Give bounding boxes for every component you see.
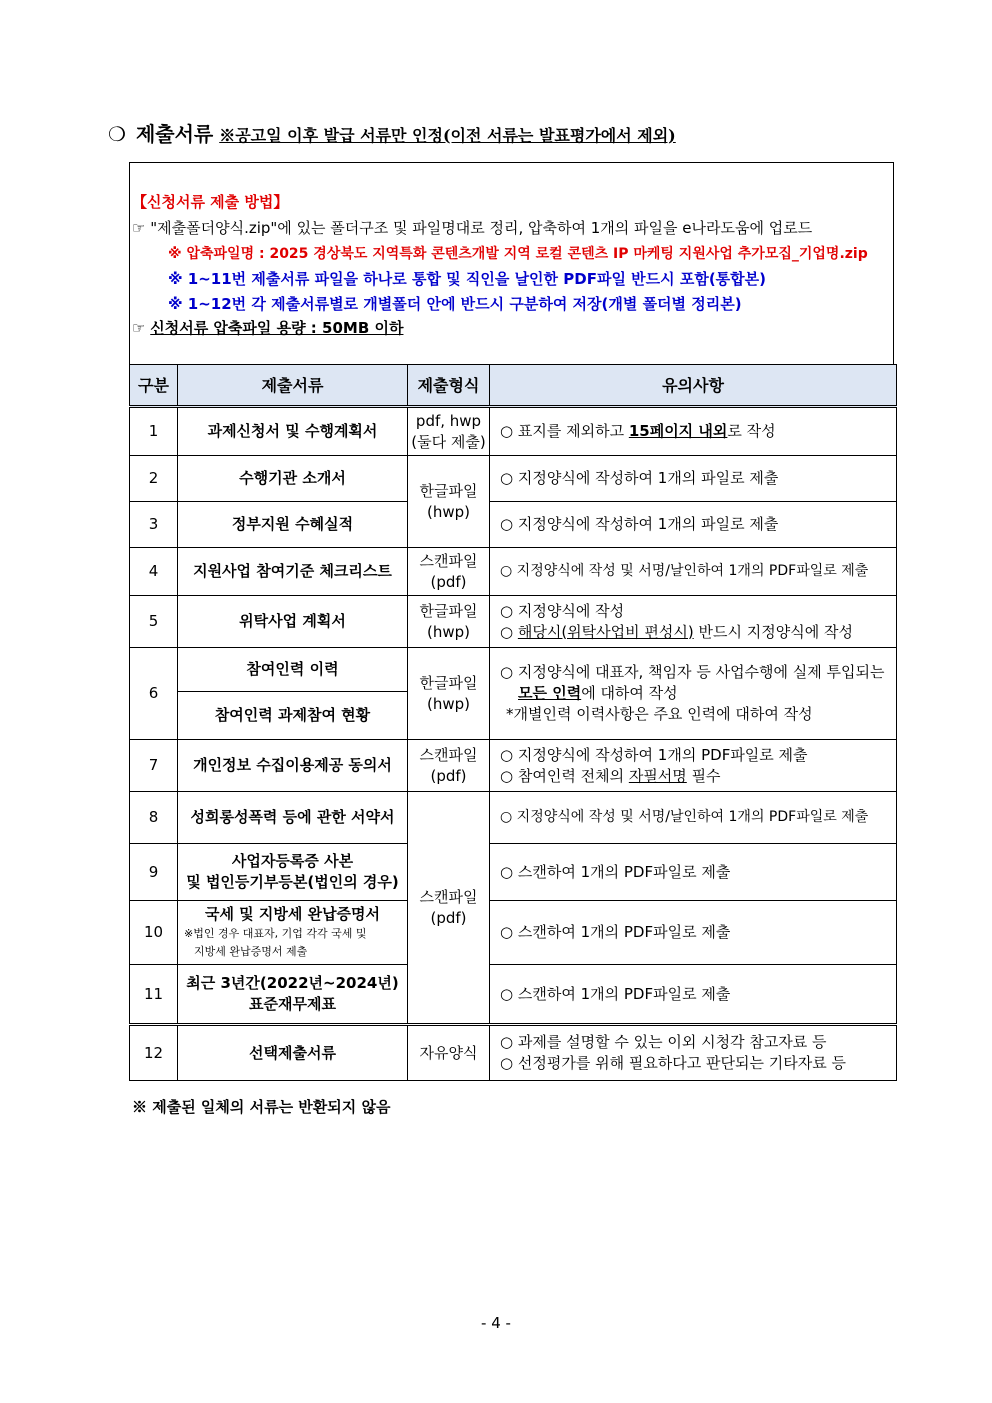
format-line: 한글파일 <box>419 601 478 620</box>
note-text: 로 작성 <box>727 422 776 440</box>
note-line: ○ 과제를 설명할 수 있는 이외 시청각 참고자료 등 <box>500 1033 827 1051</box>
doc-small-line: 지방세 완납증명서 제출 <box>194 945 308 958</box>
row-doc <box>178 844 408 901</box>
format-line: (hwp) <box>426 622 470 641</box>
row-no: 4 <box>130 548 178 596</box>
method-line-1 <box>132 217 812 238</box>
method-line-1-text: "제출폴더양식.zip"에 있는 폴더구조 및 파일명대로 정리, 압축하여 1개의 파일을 e나라도움에 업로드 <box>150 219 813 237</box>
table-row <box>130 407 897 456</box>
page-number: - 4 - <box>481 1314 511 1332</box>
row-doc: 참여인력 이력 <box>178 648 408 692</box>
table-row <box>130 1025 897 1081</box>
row-doc: 수행기관 소개서 <box>178 456 408 502</box>
row-format: 자유양식 <box>408 1025 490 1081</box>
row-no: 7 <box>130 740 178 792</box>
row-note <box>490 1025 897 1081</box>
row-no: 5 <box>130 596 178 648</box>
row-format <box>408 407 490 456</box>
row-note: ○ 스캔하여 1개의 PDF파일로 제출 <box>490 844 897 901</box>
table-row <box>130 844 897 901</box>
note-emphasis: 해당시(위탁사업비 편성시) <box>517 622 694 641</box>
pointer-icon: ☞ <box>132 219 146 237</box>
format-line: (hwp) <box>426 502 470 521</box>
table-row <box>130 648 897 692</box>
row-doc: 참여인력 과제참여 현황 <box>178 692 408 740</box>
row-note: ○ 지정양식에 작성 및 서명/날인하여 1개의 PDF파일로 제출 <box>490 548 897 596</box>
doc-line: 및 법인등기부등본(법인의 경우) <box>186 873 399 891</box>
note-emphasis: 자필서명 <box>628 766 687 785</box>
method-title: 【신청서류 제출 방법】 <box>132 193 289 211</box>
circle-bullet-icon: ❍ <box>108 122 126 146</box>
method-line-5-text: 신청서류 압축파일 용량 : 50MB 이하 <box>150 319 404 337</box>
table-row <box>130 502 897 548</box>
doc-line: 국세 및 지방세 완납증명서 <box>204 905 381 923</box>
row-format <box>408 740 490 792</box>
doc-line: 최근 3년간(2022년~2024년) <box>186 974 399 992</box>
row-format <box>408 456 490 548</box>
row-note <box>490 596 897 648</box>
table-row <box>130 596 897 648</box>
row-no: 1 <box>130 407 178 456</box>
row-no: 9 <box>130 844 178 901</box>
format-line: (pdf) <box>430 572 467 591</box>
table-row <box>130 792 897 844</box>
method-line-4: ※ 1~12번 각 제출서류별로 개별폴더 안에 반드시 구분하여 저장(개별 폴더별 정리본) <box>168 295 742 313</box>
format-line: (pdf) <box>430 766 467 785</box>
row-format <box>408 648 490 740</box>
row-doc: 과제신청서 및 수행계획서 <box>178 407 408 456</box>
row-note <box>490 407 897 456</box>
row-no: 8 <box>130 792 178 844</box>
row-note: ○ 스캔하여 1개의 PDF파일로 제출 <box>490 965 897 1025</box>
row-no: 11 <box>130 965 178 1025</box>
doc-line: 표준재무제표 <box>249 995 336 1013</box>
format-line: 스캔파일 <box>419 551 478 570</box>
doc-small-line: ※법인 경우 대표자, 기업 각각 국세 및 <box>184 927 367 940</box>
table-row <box>130 548 897 596</box>
note-line: *개별인력 이력사항은 주요 인력에 대하여 작성 <box>506 705 813 723</box>
row-no: 6 <box>130 648 178 740</box>
note-emphasis: 15페이지 내외 <box>628 422 728 440</box>
section-note: ※공고일 이후 발급 서류만 인정(이전 서류는 발표평가에서 제외) <box>219 126 676 145</box>
method-line-5 <box>132 317 403 338</box>
doc-line: 사업자등록증 사본 <box>231 852 354 870</box>
row-doc: 개인정보 수집이용제공 동의서 <box>178 740 408 792</box>
row-no: 10 <box>130 901 178 965</box>
note-line: ○ 지정양식에 대표자, 책임자 등 사업수행에 실제 투입되는 <box>500 663 885 681</box>
row-doc: 선택제출서류 <box>178 1025 408 1081</box>
row-note <box>490 648 897 740</box>
submission-table <box>129 364 897 1081</box>
row-note: ○ 지정양식에 작성하여 1개의 파일로 제출 <box>490 456 897 502</box>
note-line: ○ 지정양식에 작성 <box>500 601 625 620</box>
format-line: 한글파일 <box>419 481 478 500</box>
row-format <box>408 548 490 596</box>
row-doc: 위탁사업 계획서 <box>178 596 408 648</box>
row-doc <box>178 901 408 965</box>
format-line: 한글파일 <box>419 673 478 692</box>
row-note: ○ 스캔하여 1개의 PDF파일로 제출 <box>490 901 897 965</box>
format-line: (둘다 제출) <box>411 432 486 451</box>
table-row <box>130 965 897 1025</box>
row-no: 3 <box>130 502 178 548</box>
format-line: (pdf) <box>430 908 467 927</box>
header-note: 유의사항 <box>490 365 897 407</box>
note-text: 필수 <box>686 766 721 785</box>
row-note <box>490 740 897 792</box>
footer-note: ※ 제출된 일체의 서류는 반환되지 않음 <box>132 1098 391 1116</box>
section-title: 제출서류 <box>135 122 214 146</box>
row-note: ○ 지정양식에 작성 및 서명/날인하여 1개의 PDF파일로 제출 <box>490 792 897 844</box>
header-no: 구분 <box>130 365 178 407</box>
note-text: ○ 참여인력 전체의 <box>500 766 629 785</box>
header-format: 제출형식 <box>408 365 490 407</box>
row-doc <box>178 965 408 1025</box>
method-line-3: ※ 1~11번 제출서류 파일을 하나로 통합 및 직인을 날인한 PDF파일 반드시 포함(통합본) <box>168 270 767 288</box>
note-text: ○ 표지를 제외하고 <box>500 422 629 440</box>
method-line-2: ※ 압축파일명 : 2025 경상북도 지역특화 콘텐츠개발 지역 로컬 콘텐츠 IP 마케팅 지원사업 추가모집_기업명.zip <box>168 246 868 262</box>
section-heading <box>108 118 676 147</box>
row-note: ○ 지정양식에 작성하여 1개의 파일로 제출 <box>490 502 897 548</box>
row-doc: 정부지원 수혜실적 <box>178 502 408 548</box>
format-line: 스캔파일 <box>419 887 478 906</box>
note-text: 에 대하여 작성 <box>581 684 678 702</box>
row-format <box>408 792 490 1025</box>
table-header-row <box>130 365 897 407</box>
row-format <box>408 596 490 648</box>
note-line: ○ 선정평가를 위해 필요하다고 판단되는 기타자료 등 <box>500 1054 846 1072</box>
note-text: 반드시 지정양식에 작성 <box>693 622 853 641</box>
pointer-icon: ☞ <box>132 319 146 337</box>
format-line: pdf, hwp <box>415 411 482 430</box>
note-text: ○ <box>500 622 518 641</box>
row-doc: 성희롱성폭력 등에 관한 서약서 <box>178 792 408 844</box>
row-doc: 지원사업 참여기준 체크리스트 <box>178 548 408 596</box>
table-row <box>130 456 897 502</box>
format-line: 스캔파일 <box>419 745 478 764</box>
header-doc: 제출서류 <box>178 365 408 407</box>
submission-method-box <box>129 162 894 364</box>
note-line: ○ 지정양식에 작성하여 1개의 PDF파일로 제출 <box>500 745 808 764</box>
row-no: 2 <box>130 456 178 502</box>
note-emphasis: 모든 인력 <box>518 684 582 702</box>
table-row <box>130 740 897 792</box>
format-line: (hwp) <box>426 694 470 713</box>
table-row <box>130 901 897 965</box>
row-no: 12 <box>130 1025 178 1081</box>
